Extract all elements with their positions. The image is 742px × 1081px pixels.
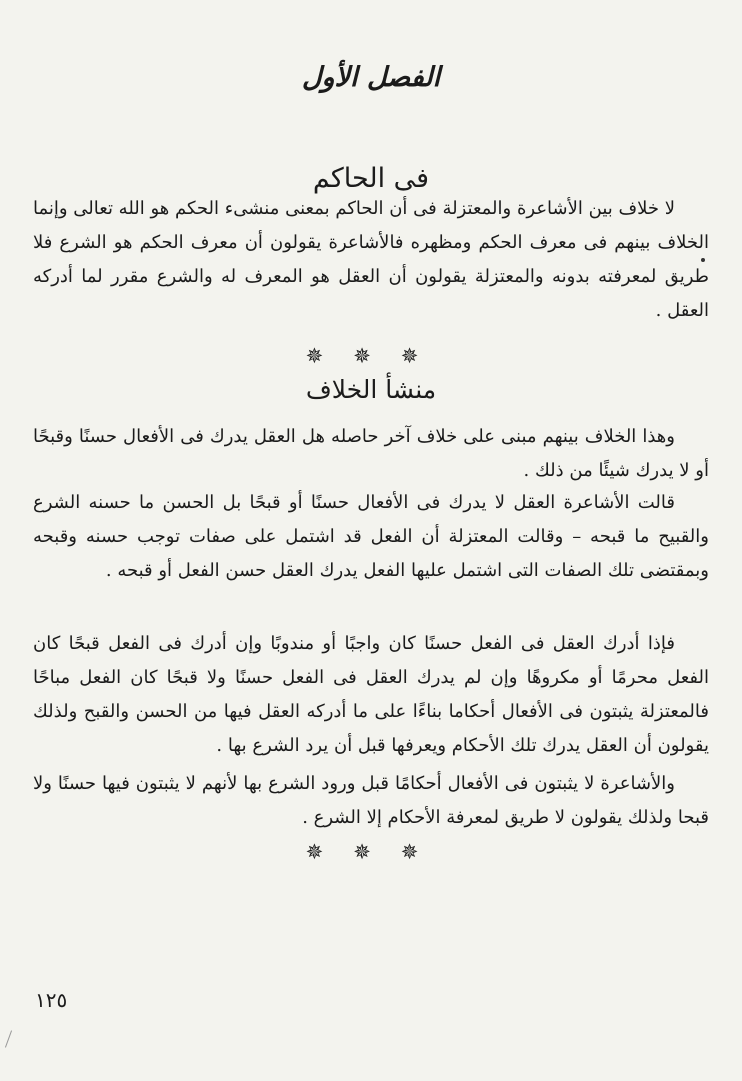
paragraph-origin-2: قالت الأشاعرة العقل لا يدرك فى الأفعال حسنًا أو قبحًا بل الحسن ما حسنه الشرع والقبيح ما قبحه – وقالت المعتزلة أن الفعل قد اشتمل على صفات توجب حسنه وقبحه وبمقتضى تلك الصفات التى اشتمل عليها الفعل يدرك العقل حسن الفعل أو قبحه . xyxy=(33,492,709,581)
star-icon: ✵ xyxy=(353,344,389,368)
paragraph-judge: لا خلاف بين الأشاعرة والمعتزلة فى أن الحاكم بمعنى منشىء الحكم هو الله تعالى وإنما الخلاف بينهم فى معرف الحكم ومظهره فالأشاعرة يقولون أن معرف الحكم هو الشرع فلا طريق لمعرفته بدونه والمعتزلة يقولون أن العقل هو المعرف له والشرع مقرر لما أدركه العقل . xyxy=(32,198,709,321)
star-icon: ✵ xyxy=(305,344,342,368)
chapter-title: الفصل الأول xyxy=(301,62,441,93)
divider-stars-1 xyxy=(0,344,742,368)
star-icon: ✵ xyxy=(400,840,437,864)
section-heading-judge: فى الحاكم xyxy=(312,163,430,194)
paragraph-origin-3: فإذا أدرك العقل فى الفعل حسنًا كان واجبًا أو مندوبًا وإن أدرك فى الفعل قبحًا كان الفعل محرمًا أو مكروهًا وإن لم يدرك العقل فى الفعل حسنًا ولا قبحًا كان الفعل مباحًا فالمعتزلة يثبتون فى الأفعال أحكاما بناءًا على ما أدركه العقل فيها من الحسن والقبح ولذلك يقولون أن العقل يدرك تلك الأحكام ويعرفها قبل أن يرد الشرع بها . xyxy=(33,633,709,756)
margin-dot xyxy=(701,258,705,262)
star-icon: ✵ xyxy=(305,840,342,864)
margin-mark xyxy=(5,1030,12,1047)
star-icon: ✵ xyxy=(353,840,389,864)
divider-stars-2 xyxy=(0,840,742,864)
paragraph-origin-1: وهذا الخلاف بينهم مبنى على خلاف آخر حاصله هل العقل يدرك فى الأفعال حسنًا وقبحًا أو لا يدرك شيئًا من ذلك . xyxy=(33,426,709,481)
paragraph-origin-4: والأشاعرة لا يثبتون فى الأفعال أحكامًا قبل ورود الشرع بها لأنهم لا يثبتون فيها حسنًا ولا قبحا ولذلك يقولون لا طريق لمعرفة الأحكام إلا الشرع . xyxy=(33,773,709,828)
star-icon: ✵ xyxy=(400,344,437,368)
page-number: ١٢٥ xyxy=(35,988,68,1012)
section-heading-origin: منشأ الخلاف xyxy=(305,375,437,404)
